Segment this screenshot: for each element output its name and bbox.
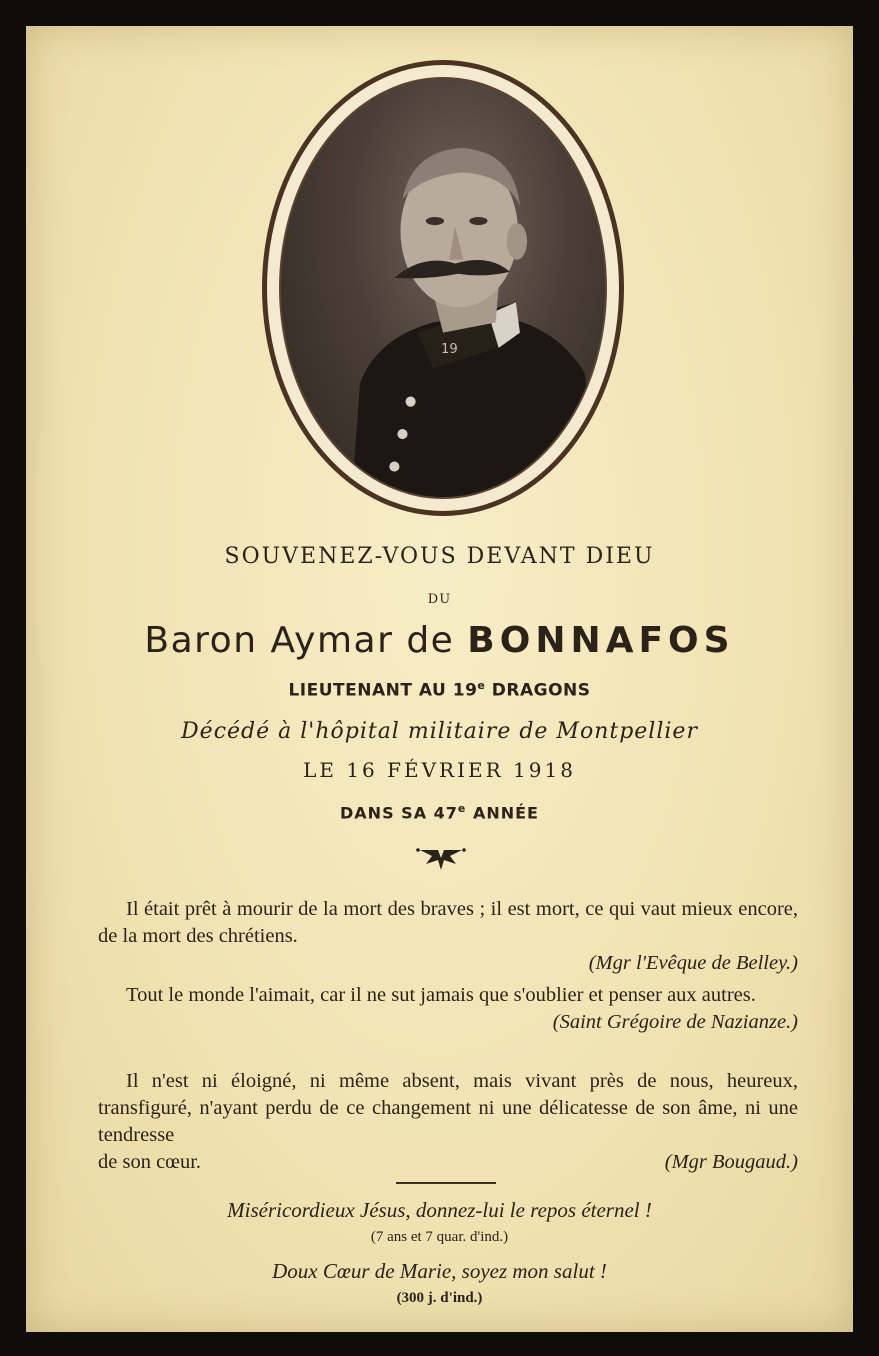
divider-rule [396, 1182, 496, 1184]
death-date: LE 16 FÉVRIER 1918 [303, 758, 576, 782]
rank-after: DRAGONS [485, 680, 591, 701]
quote-source: (Mgr Bougaud.) [664, 1151, 798, 1173]
quote-text: Tout le monde l'aimait, car il ne sut jamais que s'oublier et penser aux autres. [126, 984, 756, 1006]
age-before: DANS SA 47 [340, 803, 458, 823]
age-after: ANNÉE [466, 803, 539, 823]
fleuron-ornament-icon [416, 844, 466, 872]
memorial-card [26, 26, 853, 1332]
svg-text:19: 19 [440, 341, 458, 357]
quote-3 [98, 1068, 798, 1176]
quote-text: Il était prêt à mourir de la mort des braves ; il est mort, ce qui vaut mieux encore, de la mort des chrétiens. [98, 898, 798, 947]
portrait-frame [262, 60, 624, 516]
prayer-1: Miséricordieux Jésus, donnez-lui le repos éternel ! [227, 1198, 652, 1222]
quote-text: Il n'est ni éloigné, ni même absent, mais vivant près de nous, heureux, transfiguré, n'ayant perdu de ce changement ni une délicatesse de son âme, ni une tendresse [98, 1070, 798, 1146]
military-rank [26, 679, 853, 701]
death-place: Décédé à l'hôpital militaire de Montpellier [181, 719, 698, 744]
prayer-2: Doux Cœur de Marie, soyez mon salut ! [272, 1259, 607, 1283]
rank-sup: e [477, 679, 486, 692]
soldier-portrait-icon [281, 79, 605, 497]
deceased-name [26, 620, 853, 661]
name-first: Baron Aymar de [144, 620, 455, 661]
age-line [26, 802, 853, 822]
indulgence-2: (300 j. d'ind.) [396, 1290, 483, 1306]
quote-2 [98, 982, 798, 1036]
name-last: BONNAFOS [467, 620, 735, 661]
portrait-photo [279, 77, 607, 499]
quote-last-line [98, 1149, 798, 1176]
indulgence-1: (7 ans et 7 quar. d'ind.) [370, 1229, 509, 1245]
age-sup: e [457, 802, 467, 815]
heading-du: DU [427, 592, 452, 607]
heading-souvenez: SOUVENEZ-VOUS DEVANT DIEU [224, 544, 655, 569]
quote-1 [98, 896, 798, 977]
rank-before: LIEUTENANT AU 19 [288, 680, 478, 701]
quote-source: (Saint Grégoire de Nazianze.) [552, 1011, 798, 1033]
quote-source: (Mgr l'Evêque de Belley.) [588, 952, 798, 974]
quote-text-end: de son cœur. [98, 1151, 202, 1173]
